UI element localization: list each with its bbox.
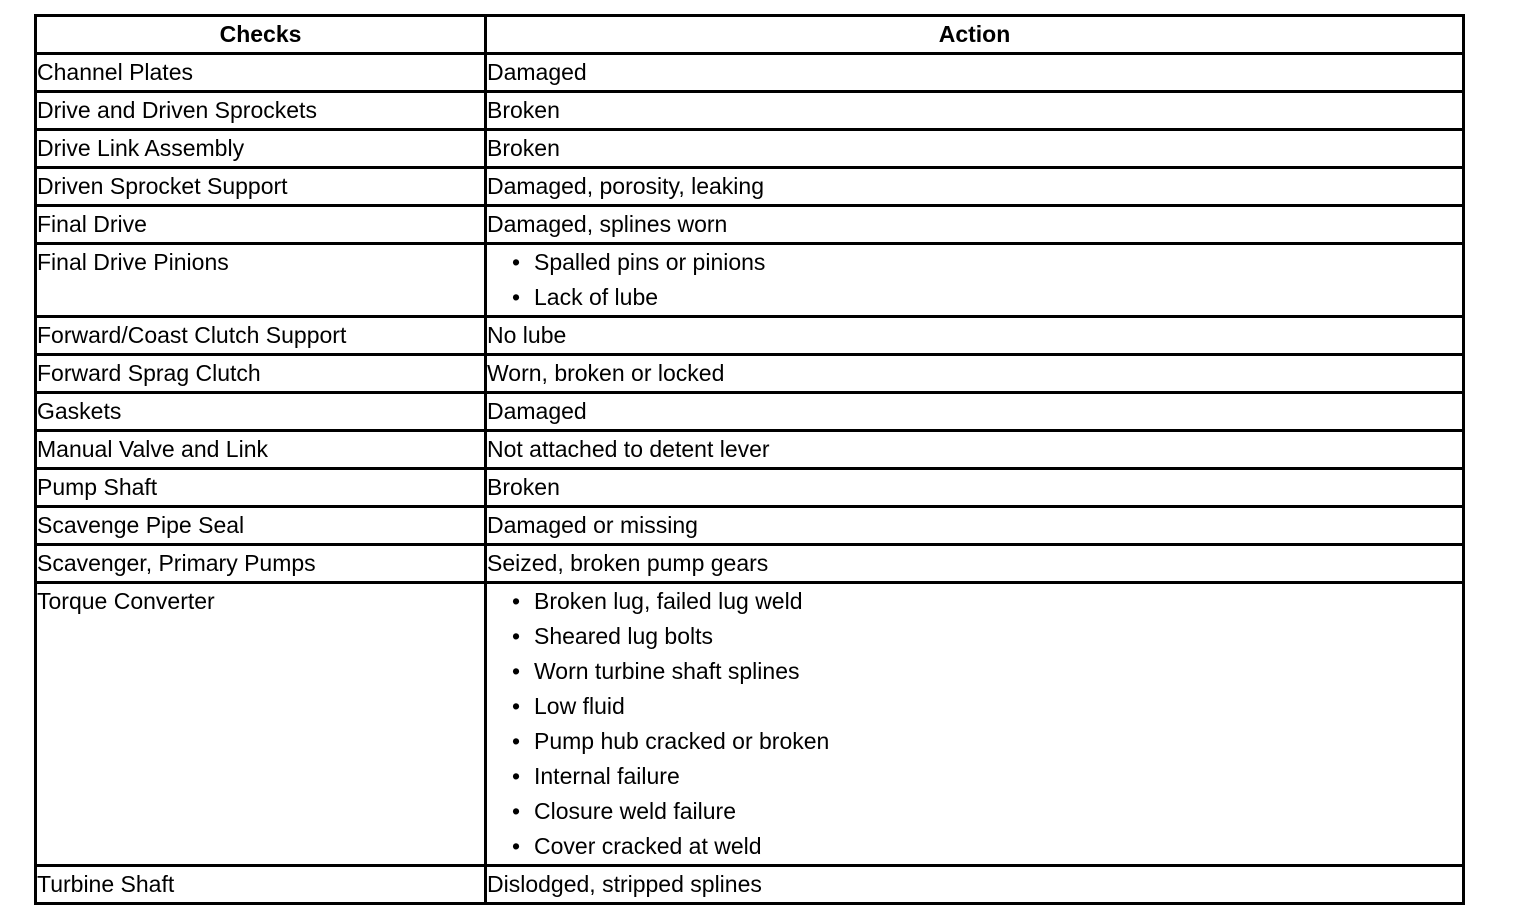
table-row bbox=[36, 130, 1464, 168]
check-cell: Forward/Coast Clutch Support bbox=[36, 317, 486, 355]
check-cell: Driven Sprocket Support bbox=[36, 168, 486, 206]
action-cell bbox=[486, 583, 1464, 866]
table-row bbox=[36, 545, 1464, 583]
action-bullet-item: • Low fluid bbox=[512, 689, 1462, 724]
action-cell: Damaged, porosity, leaking bbox=[486, 168, 1464, 206]
action-bullet-item: • Worn turbine shaft splines bbox=[512, 654, 1462, 689]
action-bullet-item: • Pump hub cracked or broken bbox=[512, 724, 1462, 759]
action-bullet-list bbox=[487, 245, 1462, 315]
check-cell: Gaskets bbox=[36, 393, 486, 431]
check-cell: Scavenge Pipe Seal bbox=[36, 507, 486, 545]
table-row bbox=[36, 92, 1464, 130]
action-bullet-item: • Closure weld failure bbox=[512, 794, 1462, 829]
table-header-row bbox=[36, 16, 1464, 54]
check-cell: Scavenger, Primary Pumps bbox=[36, 545, 486, 583]
action-cell: Broken bbox=[486, 469, 1464, 507]
check-cell: Turbine Shaft bbox=[36, 866, 486, 904]
table-row bbox=[36, 206, 1464, 244]
action-cell bbox=[486, 244, 1464, 317]
action-cell: Damaged or missing bbox=[486, 507, 1464, 545]
table-row bbox=[36, 54, 1464, 92]
action-bullet-item: • Internal failure bbox=[512, 759, 1462, 794]
table-row bbox=[36, 583, 1464, 866]
check-cell: Manual Valve and Link bbox=[36, 431, 486, 469]
action-cell: Not attached to detent lever bbox=[486, 431, 1464, 469]
check-cell: Drive Link Assembly bbox=[36, 130, 486, 168]
check-cell: Final Drive bbox=[36, 206, 486, 244]
action-bullet-item: • Spalled pins or pinions bbox=[512, 245, 1462, 280]
table-row bbox=[36, 168, 1464, 206]
action-bullet-item: • Broken lug, failed lug weld bbox=[512, 584, 1462, 619]
check-cell: Drive and Driven Sprockets bbox=[36, 92, 486, 130]
check-cell: Channel Plates bbox=[36, 54, 486, 92]
action-column-header: Action bbox=[486, 16, 1464, 54]
action-bullet-item: • Lack of lube bbox=[512, 280, 1462, 315]
action-cell: Damaged, splines worn bbox=[486, 206, 1464, 244]
action-cell: Broken bbox=[486, 130, 1464, 168]
action-cell: Dislodged, stripped splines bbox=[486, 866, 1464, 904]
action-cell: Damaged bbox=[486, 54, 1464, 92]
table-row bbox=[36, 469, 1464, 507]
check-cell: Pump Shaft bbox=[36, 469, 486, 507]
action-cell: No lube bbox=[486, 317, 1464, 355]
checks-action-table bbox=[34, 14, 1465, 905]
table-row bbox=[36, 507, 1464, 545]
table-row bbox=[36, 393, 1464, 431]
check-cell: Forward Sprag Clutch bbox=[36, 355, 486, 393]
action-bullet-item: • Sheared lug bolts bbox=[512, 619, 1462, 654]
table-row bbox=[36, 317, 1464, 355]
table-row bbox=[36, 866, 1464, 904]
table-row bbox=[36, 244, 1464, 317]
check-cell: Torque Converter bbox=[36, 583, 486, 866]
action-bullet-item: • Cover cracked at weld bbox=[512, 829, 1462, 864]
action-cell: Seized, broken pump gears bbox=[486, 545, 1464, 583]
action-cell: Broken bbox=[486, 92, 1464, 130]
checks-column-header: Checks bbox=[36, 16, 486, 54]
action-bullet-list bbox=[487, 584, 1462, 864]
action-cell: Worn, broken or locked bbox=[486, 355, 1464, 393]
check-cell: Final Drive Pinions bbox=[36, 244, 486, 317]
table-row bbox=[36, 431, 1464, 469]
table-row bbox=[36, 355, 1464, 393]
action-cell: Damaged bbox=[486, 393, 1464, 431]
